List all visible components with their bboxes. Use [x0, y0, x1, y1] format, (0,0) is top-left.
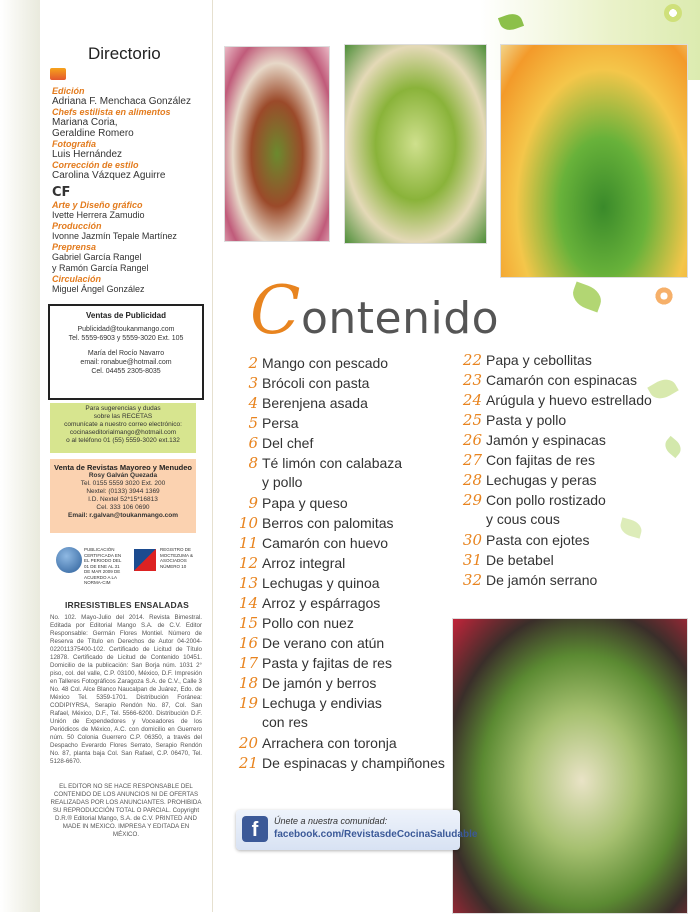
- page-number: 32: [462, 571, 482, 589]
- box-line: María del Rocío Navarro: [87, 350, 165, 357]
- recipe-title: Camarón con espinacas: [486, 372, 637, 388]
- toc-item[interactable]: [232, 694, 452, 714]
- toc-item[interactable]: [456, 351, 700, 371]
- recipe-title: Arrachera con toronja: [262, 735, 397, 751]
- recipe-title: Berenjena asada: [262, 395, 368, 411]
- staff-role: Fotografía: [52, 139, 96, 149]
- page-title: [250, 272, 500, 349]
- page-number: 28: [462, 471, 482, 489]
- recipe-title: Arroz y espárragos: [262, 595, 381, 611]
- page-number: 20: [238, 734, 258, 752]
- recipe-title: Lechugas y peras: [486, 472, 597, 488]
- recipe-title: Con pollo rostizado: [486, 492, 606, 508]
- recipe-title: y cous cous: [486, 511, 560, 527]
- box-line: Cel. 04455 2305-8035: [91, 368, 161, 375]
- toc-item[interactable]: [232, 494, 452, 514]
- box-line: Nextel: (0133) 3944 1369: [86, 488, 160, 495]
- toc-item-continuation[interactable]: [232, 474, 452, 494]
- box-line: cocinaseditorialmango@hotmail.com: [69, 429, 177, 436]
- box-line: email: ronabue@hotmail.com: [80, 359, 172, 366]
- page-number: 27: [462, 451, 482, 469]
- staff-name: Gabriel García Rangel: [52, 252, 142, 262]
- toc-item[interactable]: [232, 614, 452, 634]
- recipe-title: De espinacas y champiñones: [262, 755, 445, 771]
- staff-name: Ivonne Jazmín Tepale Martínez: [52, 231, 177, 241]
- magazine-sales-box: [50, 459, 196, 533]
- staff-role: Chefs estilista en alimentos: [52, 107, 171, 117]
- staff-name: Carolina Vázquez Aguirre: [52, 170, 166, 181]
- recipe-title: Jamón y espinacas: [486, 432, 606, 448]
- pasta-salad-photo: [452, 618, 688, 914]
- page-number: 8: [248, 454, 258, 472]
- legal-text: No. 102. Mayo-Julio del 2014. Revista Bimestral. Editada por Editorial Mango S.A. de C.V. Editor Responsable: Germán Flores Montiel. Número de Reserva de Título en Derechos de Autor 04-2004-022011375400-102. Certificado de Licitud de Título 12878. Certificado de Licitud de Contenido 10451. Domicilio de la publicación: San Borja núm. 1031 2° piso, col. del valle, C.P. 03100, México, D.F. Impresión en Talleres Fotográficos Zaragoza S.A. de C.V., Calle 3 No. 48 Col. Alce Blanco Naucalpan de Juárez, Edo. de México Tel. 5359-1701. Distribución Foránea: CODIPIYRSA, Serapio Rendón No. 87, Col. San Rafael, México, D.F., Tel. 5566-6200. Distribución D.F. Unión de Expendedores y Voceadores de los Periódicos de México, A.C. con domicilio en Guerrero núm. 50 Colonia Guerrero C.P. 06350, a través del Despacho Everardo Flores Serrato, Serapio Rendón No. 87, planta baja Col. San Rafael, C.P. 06470, Tel. 5128-6670.: [50, 614, 202, 765]
- box-title: Ventas de Publicidad: [85, 311, 167, 320]
- toc-item[interactable]: [456, 471, 700, 491]
- recipe-title: Camarón con huevo: [262, 535, 389, 551]
- page-number: 10: [238, 514, 258, 532]
- publisher-logo-icon: [50, 68, 66, 80]
- page-number: 31: [462, 551, 482, 569]
- page-number: 4: [248, 394, 258, 412]
- salad-photo-1: [224, 46, 330, 242]
- recipe-title: Mango con pescado: [262, 355, 389, 371]
- staff-list-2: [52, 200, 212, 295]
- toc-item[interactable]: [232, 354, 452, 374]
- box-line: Tel. 5559-6903 y 5559-3020 Ext. 105: [68, 335, 184, 342]
- toc-item[interactable]: [232, 574, 452, 594]
- staff-name: Ivette Herrera Zamudio: [52, 210, 145, 220]
- toc-column-2: [456, 351, 700, 591]
- toc-item[interactable]: [456, 391, 700, 411]
- box-line: Publicidad@toukanmango.com: [77, 326, 175, 333]
- recipe-title: Lechuga y endivias: [262, 695, 382, 711]
- box-line: sobre las RECETAS: [93, 413, 153, 420]
- recipe-title: De betabel: [486, 552, 554, 568]
- staff-role: Circulación: [52, 274, 102, 284]
- salad-photo-2: [344, 44, 487, 244]
- toc-item[interactable]: [232, 434, 452, 454]
- page-number: 13: [238, 574, 258, 592]
- magazine-name: IRRESISTIBLES ENSALADAS: [64, 600, 190, 610]
- recipe-title: Papa y cebollitas: [486, 352, 592, 368]
- globe-icon: [56, 547, 82, 573]
- toc-item[interactable]: [456, 431, 700, 451]
- recipe-title: Té limón con calabaza: [262, 455, 403, 471]
- recipe-title: Pasta y fajitas de res: [262, 655, 392, 671]
- facebook-invite-text: Únete a nuestra comunidad:: [274, 816, 388, 826]
- page-number: 17: [238, 654, 258, 672]
- toc-item[interactable]: [232, 514, 452, 534]
- title-initial: C: [250, 272, 301, 349]
- flower-decoration: [664, 4, 682, 22]
- toc-item[interactable]: [232, 554, 452, 574]
- toc-item-continuation[interactable]: [232, 714, 452, 734]
- staff-name: Luis Hernández: [52, 149, 123, 160]
- recipe-title: Lechugas y quinoa: [262, 575, 380, 591]
- toc-column-1: [232, 354, 452, 774]
- page-number: 12: [238, 554, 258, 572]
- page-number: 26: [462, 431, 482, 449]
- page-number: 9: [248, 494, 258, 512]
- toc-item[interactable]: [456, 491, 700, 511]
- toc-item[interactable]: [456, 551, 700, 571]
- page-number: 19: [238, 694, 258, 712]
- facebook-url-link[interactable]: facebook.com/RevistasdeCocinaSaludable: [274, 829, 478, 840]
- page-number: 23: [462, 371, 482, 389]
- page-number: 25: [462, 411, 482, 429]
- staff-role: Producción: [52, 221, 102, 231]
- recipe-title: De jamón serrano: [486, 572, 598, 588]
- box-line: comunícate a nuestro correo electrónico:: [64, 421, 182, 428]
- toc-item[interactable]: [232, 454, 452, 474]
- recipe-title: Con fajitas de res: [486, 452, 595, 468]
- recipe-title: Pasta con ejotes: [486, 532, 590, 548]
- toc-item[interactable]: [232, 634, 452, 654]
- flower-decoration: [654, 286, 674, 306]
- page-number: 21: [238, 754, 258, 772]
- page-number: 22: [462, 351, 482, 369]
- certification-text: PUBLICACIÓN CERTIFICADA EN EL PERIODO DEL 01 DE ENE AL 31 DE MAR 2009 DE ACUERDO A LA NORMA-CIM: [84, 547, 122, 585]
- staff-role: Arte y Diseño gráfico: [52, 200, 143, 210]
- recipe-title: Pollo con nuez: [262, 615, 354, 631]
- toc-item[interactable]: [232, 734, 452, 754]
- toc-item[interactable]: [232, 414, 452, 434]
- disclaimer-text: EL EDITOR NO SE HACE RESPONSABLE DEL CONTENIDO DE LOS ANUNCIOS NI DE OFERTAS REALIZADAS POR LOS ANUNCIANTES. PROHIBIDA SU REPRODUCCIÓN TOTAL O PARCIAL. Copyright D.R.® Editorial Mango, S.A. de C.V. PRINTED AND MADE IN MEXICO. IMPRESA Y EDITADA EN MÉXICO.: [50, 783, 202, 838]
- recipe-title: y pollo: [262, 474, 303, 490]
- staff-role: Edición: [52, 86, 85, 96]
- toc-item[interactable]: [456, 451, 700, 471]
- recipe-title: Persa: [262, 415, 299, 431]
- page-number: 18: [238, 674, 258, 692]
- page-number: 3: [248, 374, 258, 392]
- page-number: 15: [238, 614, 258, 632]
- facebook-icon: f: [242, 816, 268, 842]
- page-number: 29: [462, 491, 482, 509]
- toc-item-continuation[interactable]: [456, 511, 700, 531]
- toc-item[interactable]: [456, 531, 700, 551]
- suggestions-box: [50, 403, 196, 453]
- box-line: Para sugerencias y dudas: [85, 405, 161, 412]
- box-line: Email: r.galvan@toukanmango.com: [67, 512, 178, 519]
- salad-photo-3: [500, 44, 688, 278]
- page-number: 6: [248, 434, 258, 452]
- toc-item[interactable]: [232, 674, 452, 694]
- certifications: [56, 545, 206, 585]
- page-number: 24: [462, 391, 482, 409]
- toc-item[interactable]: [232, 374, 452, 394]
- page-number: 14: [238, 594, 258, 612]
- staff-name: Miguel Ángel González: [52, 284, 145, 294]
- box-line: I.D. Nextel 52*15*16813: [88, 496, 158, 503]
- advertising-sales-box: [48, 304, 204, 400]
- page-number: 11: [238, 534, 258, 552]
- cf-logo: CF: [52, 185, 71, 200]
- recipe-title: Pasta y pollo: [486, 412, 567, 428]
- box-line: o al teléfono 01 (55) 5559-3020 ext.132: [66, 437, 180, 444]
- toc-item[interactable]: [232, 594, 452, 614]
- facebook-banner[interactable]: [236, 810, 478, 850]
- staff-name: Mariana Coria,: [52, 117, 118, 128]
- moctezuma-logo-icon: [134, 549, 156, 571]
- page-number: 2: [248, 354, 258, 372]
- box-line: Rosy Galván Quezada: [88, 472, 158, 479]
- staff-name: Geraldine Romero: [52, 128, 134, 139]
- staff-role: Preprensa: [52, 242, 97, 252]
- box-line: Tel. 0155 5559 3020 Ext. 200: [80, 480, 166, 487]
- title-rest: ontenido: [301, 293, 500, 344]
- staff-name: Adriana F. Menchaca González: [52, 96, 191, 107]
- toc-item[interactable]: [232, 754, 452, 774]
- page-number: 30: [462, 531, 482, 549]
- toc-item[interactable]: [232, 654, 452, 674]
- page-number: 16: [238, 634, 258, 652]
- staff-role: Corrección de estilo: [52, 160, 139, 170]
- page-number: 5: [248, 414, 258, 432]
- recipe-title: Arúgula y huevo estrellado: [486, 392, 652, 408]
- toc-item[interactable]: [456, 571, 700, 591]
- directory-title: Directorio: [88, 44, 161, 63]
- recipe-title: De jamón y berros: [262, 675, 377, 691]
- staff-list: [52, 86, 212, 181]
- box-title: Venta de Revistas Mayoreo y Menudeo: [54, 463, 192, 472]
- recipe-title: De verano con atún: [262, 635, 385, 651]
- sidebar: [0, 0, 213, 912]
- toc-item[interactable]: [232, 534, 452, 554]
- recipe-title: Berros con palomitas: [262, 515, 394, 531]
- box-line: Cel. 333 106 0690: [96, 504, 150, 511]
- recipe-title: Papa y queso: [262, 495, 348, 511]
- recipe-title: Del chef: [262, 435, 314, 451]
- staff-name: y Ramón García Rangel: [52, 263, 149, 273]
- leaf-decoration: [569, 282, 605, 313]
- recipe-title: Arroz integral: [262, 555, 346, 571]
- toc-item[interactable]: [456, 371, 700, 391]
- registry-text: REGISTRO DE MOCTEZUMA & ASOCIADOS NÚMERO 10: [160, 547, 194, 569]
- toc-item[interactable]: [232, 394, 452, 414]
- recipe-title: con res: [262, 714, 308, 730]
- recipe-title: Brócoli con pasta: [262, 375, 370, 391]
- toc-item[interactable]: [456, 411, 700, 431]
